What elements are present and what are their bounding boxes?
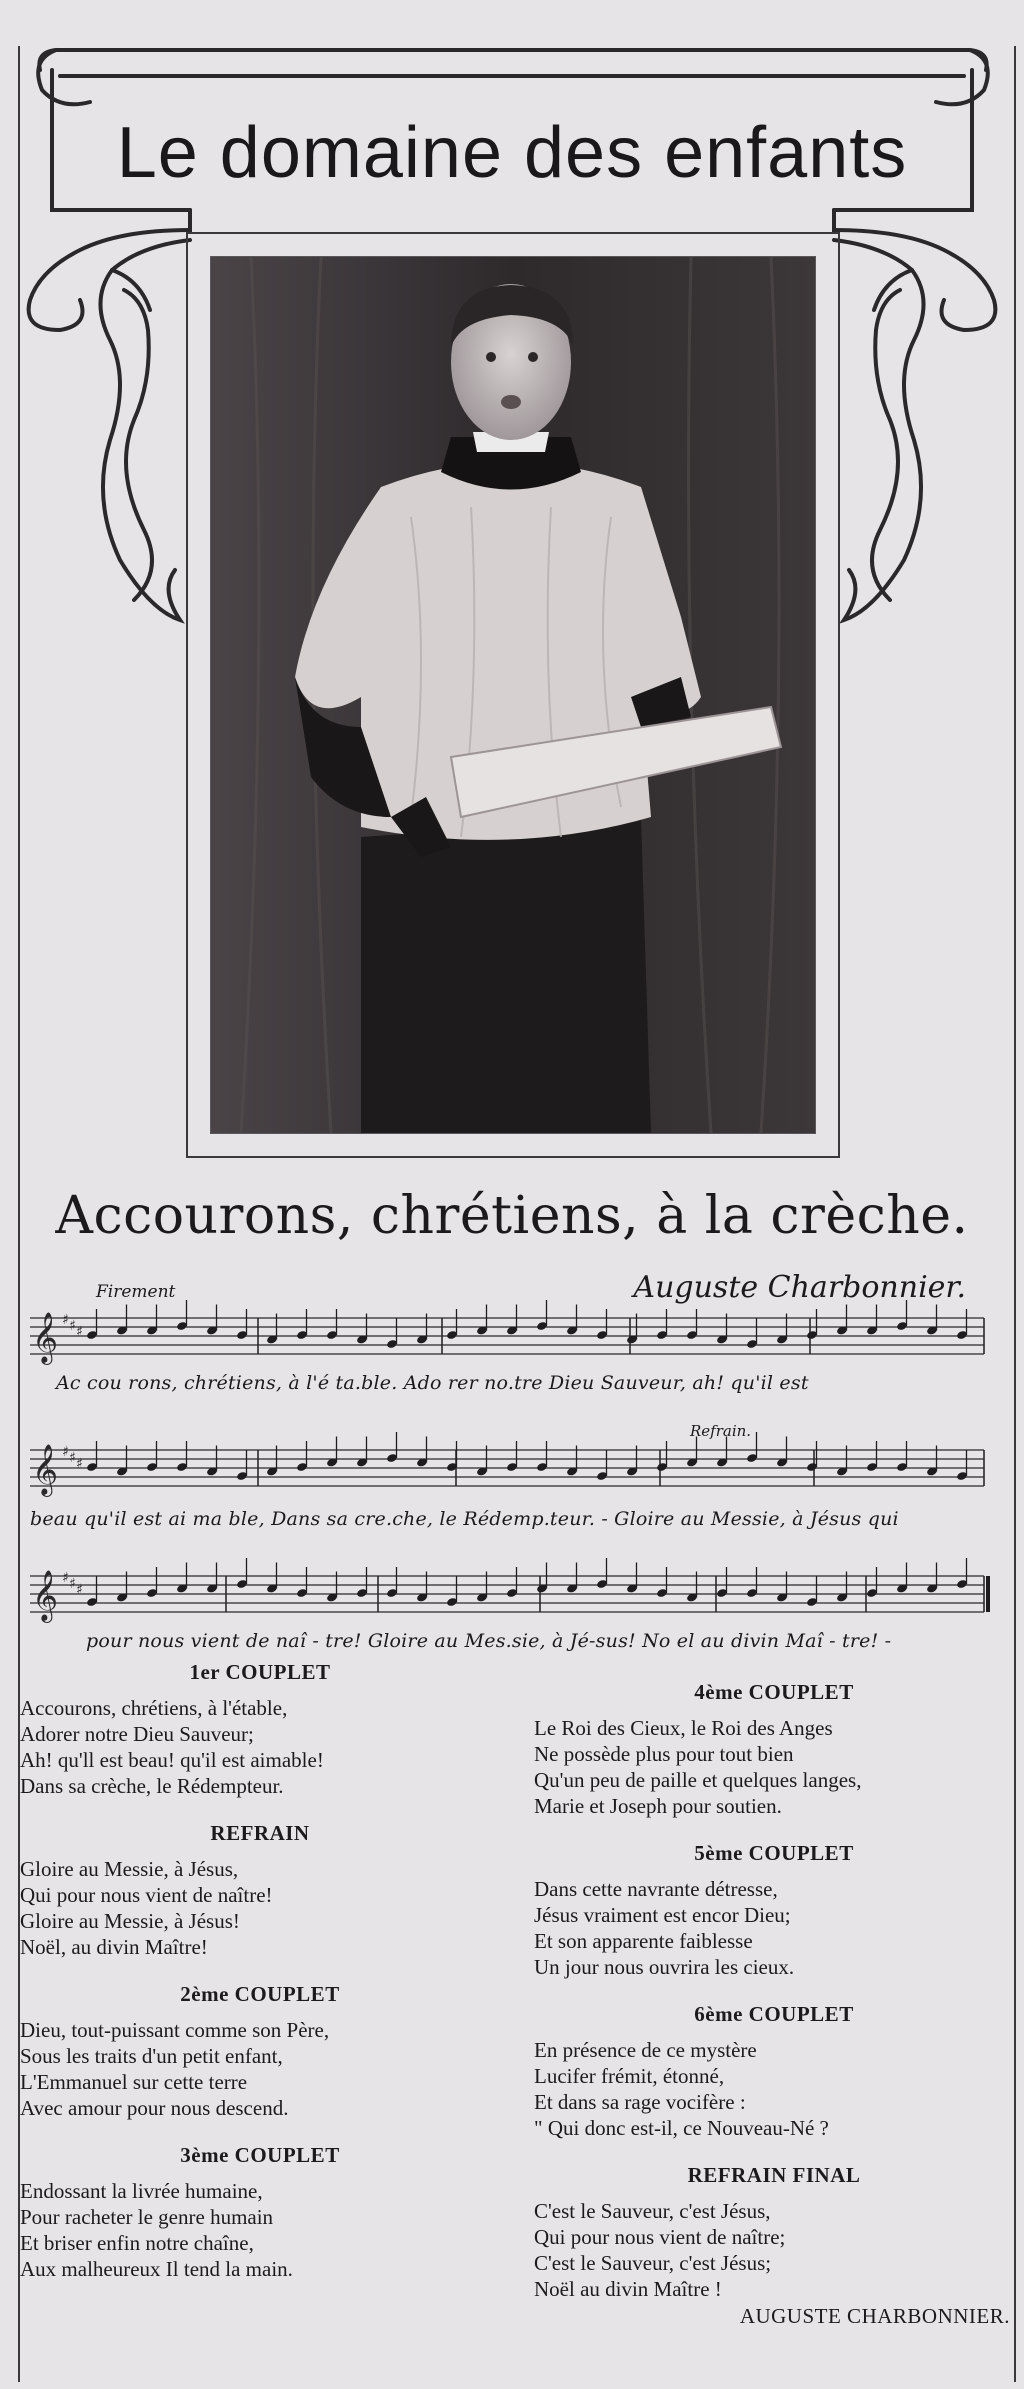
sharp-icon: ♯ — [76, 1582, 83, 1598]
verses-left-column — [20, 1660, 500, 2304]
sharp-icon: ♯ — [62, 1570, 69, 1586]
verse-stanza — [534, 1715, 1014, 1819]
verse-stanza — [20, 1856, 500, 1960]
lyrics-line-1: Ac cou rons, chrétiens, à l'é ta.ble. Ado rer no.tre Dieu Sauveur, ah! qu'il est — [56, 1372, 809, 1394]
verse-line: En présence de ce mystère — [534, 2038, 757, 2062]
verse-line: Le Roi des Cieux, le Roi des Anges — [534, 1716, 833, 1740]
music-staves — [26, 1268, 996, 1668]
verse-line: Dans cette navrante détresse, — [534, 1877, 778, 1901]
verse-stanza — [20, 2017, 500, 2121]
verse-line: Ne possède plus pour tout bien — [534, 1742, 794, 1766]
verse-stanza — [20, 1695, 500, 1799]
verse-line: L'Emmanuel sur cette terre — [20, 2070, 248, 2094]
verse-heading: 5ème COUPLET — [694, 1841, 854, 1865]
tempo-marking: Firement — [96, 1282, 176, 1302]
author-signature: AUGUSTE CHARBONNIER. — [739, 2304, 1010, 2328]
treble-clef-icon: 𝄞 — [32, 1444, 59, 1495]
music-score — [26, 1268, 996, 1668]
verse-heading: REFRAIN — [210, 1821, 310, 1845]
sharp-icon: ♯ — [76, 1324, 83, 1340]
verse-line: Marie et Joseph pour soutien. — [534, 1794, 782, 1818]
verse-stanza — [20, 2178, 500, 2282]
verse-stanza — [534, 2198, 1014, 2302]
verse-line: Endossant la livrée humaine, — [20, 2179, 263, 2203]
verse-line: Gloire au Messie, à Jésus! — [20, 1909, 240, 1933]
verse-line: Et son apparente faiblesse — [534, 1929, 753, 1953]
verse-line: Ah! qu'll est beau! qu'il est aimable! — [20, 1748, 324, 1772]
lyrics-line-2: beau qu'il est ai ma ble, Dans sa cre.che, le Rédemp.teur. - Gloire au Messie, à Jésus qui — [30, 1508, 899, 1530]
verse-line: Dans sa crèche, le Rédempteur. — [20, 1774, 284, 1798]
song-title: Accourons, chrétiens, à la crèche. — [55, 1186, 969, 1246]
verse-line: " Qui donc est-il, ce Nouveau-Né ? — [534, 2116, 829, 2140]
verse-line: C'est le Sauveur, c'est Jésus, — [534, 2199, 771, 2223]
page-title: Le domaine des enfants — [116, 113, 908, 193]
sharp-icon: ♯ — [69, 1318, 76, 1334]
verse-line: Qui pour nous vient de naître; — [534, 2225, 786, 2249]
verses-right-column — [534, 1680, 1014, 2329]
verse-line: Un jour nous ouvrira les cieux. — [534, 1955, 795, 1979]
sharp-icon: ♯ — [69, 1576, 76, 1592]
verse-line: Lucifer frémit, étonné, — [534, 2064, 725, 2088]
sharp-icon: ♯ — [62, 1312, 69, 1328]
sharp-icon: ♯ — [62, 1444, 69, 1460]
verse-stanza — [534, 1876, 1014, 1980]
verse-line: Aux malheureux Il tend la main. — [20, 2257, 293, 2281]
verse-line: Pour racheter le genre humain — [20, 2205, 274, 2229]
verse-heading: 6ème COUPLET — [694, 2002, 854, 2026]
verse-line: Dieu, tout-puissant comme son Père, — [20, 2018, 330, 2042]
verse-line: Accourons, chrétiens, à l'étable, — [20, 1696, 288, 1720]
sharp-icon: ♯ — [76, 1456, 83, 1472]
verses-section — [0, 1660, 1024, 2360]
verse-line: Qui pour nous vient de naître! — [20, 1883, 273, 1907]
treble-clef-icon: 𝄞 — [32, 1570, 59, 1621]
verse-line: Et briser enfin notre chaîne, — [20, 2231, 254, 2255]
treble-clef-icon: 𝄞 — [32, 1312, 59, 1363]
choirboy-photo — [210, 256, 816, 1134]
refrain-marking: Refrain. — [690, 1422, 752, 1440]
verse-heading: REFRAIN FINAL — [687, 2163, 861, 2187]
composer-signature: Auguste Charbonnier. — [633, 1270, 966, 1305]
verse-heading: 3ème COUPLET — [180, 2143, 340, 2167]
sharp-icon: ♯ — [69, 1450, 76, 1466]
verse-line: Noël au divin Maître ! — [534, 2277, 722, 2301]
verse-stanza — [534, 2037, 1014, 2141]
verse-line: Jésus vraiment est encor Dieu; — [534, 1903, 791, 1927]
verse-line: Et dans sa rage vocifère : — [534, 2090, 746, 2114]
verse-heading: 2ème COUPLET — [180, 1982, 340, 2006]
verse-line: C'est le Sauveur, c'est Jésus; — [534, 2251, 772, 2275]
verse-heading: 4ème COUPLET — [694, 1680, 854, 1704]
verse-line: Qu'un peu de paille et quelques langes, — [534, 1768, 862, 1792]
verse-line: Adorer notre Dieu Sauveur; — [20, 1722, 254, 1746]
verse-line: Sous les traits d'un petit enfant, — [20, 2044, 283, 2068]
verse-heading: 1er COUPLET — [189, 1660, 331, 1684]
verse-line: Avec amour pour nous descend. — [20, 2096, 289, 2120]
lyrics-line-3: pour nous vient de naî - tre! Gloire au Mes.sie, à Jé-sus! No el au divin Maî - tre! - — [86, 1630, 892, 1652]
verse-line: Gloire au Messie, à Jésus, — [20, 1857, 239, 1881]
verse-line: Noël, au divin Maître! — [20, 1935, 208, 1959]
